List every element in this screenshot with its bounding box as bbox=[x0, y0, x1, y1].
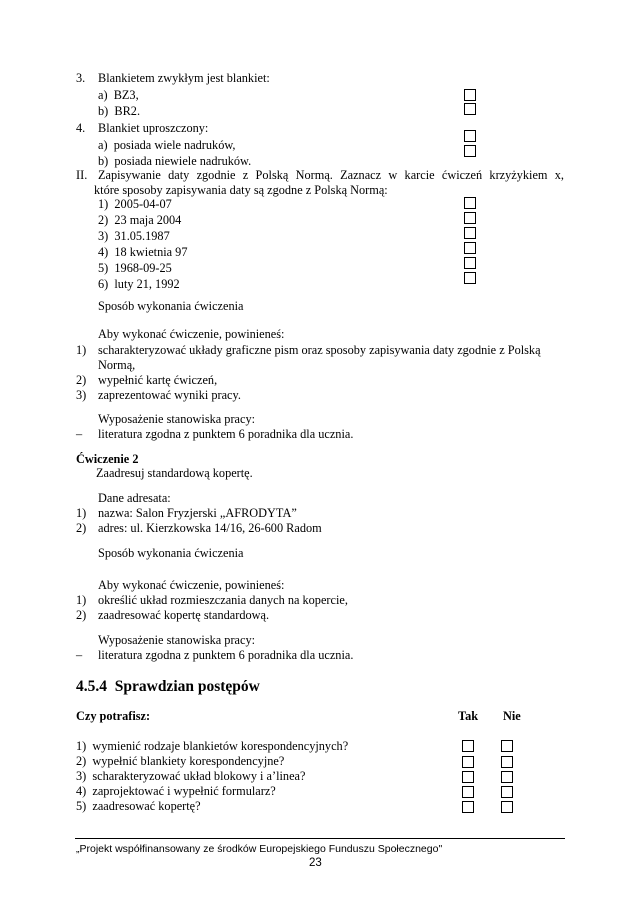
progress-no-label: Nie bbox=[503, 709, 521, 723]
q4-option-a: a) posiada wiele nadruków, bbox=[98, 138, 236, 152]
progress-item-1: 1) wymienić rodzaje blankietów korespondencyjnych? bbox=[76, 739, 349, 753]
progress-item-2: 2) wypełnić blankiety korespondencyjne? bbox=[76, 754, 285, 768]
section-ii-todo: Aby wykonać ćwiczenie, powinieneś: bbox=[98, 327, 285, 341]
exercise-2-equipment: Wyposażenie stanowiska pracy: bbox=[98, 633, 256, 647]
q4-number: 4. bbox=[76, 121, 86, 135]
section-ii-step2-number: 2) bbox=[76, 373, 87, 387]
section-ii-equipment-item: literatura zgodna z punktem 6 poradnika dla ucznia. bbox=[98, 427, 354, 441]
q4-text: Blankiet uproszczony: bbox=[98, 121, 209, 135]
exercise-2-todo: Aby wykonać ćwiczenie, powinieneś: bbox=[98, 578, 285, 592]
section-ii-step1-number: 1) bbox=[76, 343, 87, 357]
exercise-2-step1: określić układ rozmieszczania danych na kopercie, bbox=[98, 593, 348, 607]
date-checkbox-3[interactable] bbox=[464, 227, 476, 239]
q3-checkbox-a[interactable] bbox=[464, 89, 476, 101]
date-option-1: 1) 2005-04-07 bbox=[98, 197, 172, 211]
q3-text: Blankietem zwykłym jest blankiet: bbox=[98, 71, 270, 85]
progress-yes-checkbox-3[interactable] bbox=[462, 771, 474, 783]
exercise-2-equipment-dash: – bbox=[76, 648, 83, 662]
progress-check-heading: 4.5.4 Sprawdzian postępów bbox=[76, 678, 260, 695]
date-option-2: 2) 23 maja 2004 bbox=[98, 213, 182, 227]
q4-option-b: b) posiada niewiele nadruków. bbox=[98, 154, 252, 168]
q3-checkbox-b[interactable] bbox=[464, 103, 476, 115]
footer-divider bbox=[75, 838, 565, 839]
date-checkbox-6[interactable] bbox=[464, 272, 476, 284]
section-ii-line1: Zapisywanie daty zgodnie z Polską Normą. Zaznacz w karcie ćwiczeń krzyżykiem x, bbox=[98, 168, 564, 182]
exercise-2-step2-number: 2) bbox=[76, 608, 87, 622]
date-checkbox-2[interactable] bbox=[464, 212, 476, 224]
section-ii-equipment: Wyposażenie stanowiska pracy: bbox=[98, 412, 256, 426]
q3-number: 3. bbox=[76, 71, 86, 85]
date-option-4: 4) 18 kwietnia 97 bbox=[98, 245, 188, 259]
q4-checkbox-b[interactable] bbox=[464, 145, 476, 157]
progress-no-checkbox-4[interactable] bbox=[501, 786, 513, 798]
section-ii-method: Sposób wykonania ćwiczenia bbox=[98, 299, 244, 313]
section-ii-step1-line1: scharakteryzować układy graficzne pism oraz sposoby zapisywania daty zgodnie z Polską bbox=[98, 343, 541, 357]
date-checkbox-5[interactable] bbox=[464, 257, 476, 269]
date-option-5: 5) 1968-09-25 bbox=[98, 261, 172, 275]
section-ii-step3-number: 3) bbox=[76, 388, 87, 402]
progress-no-checkbox-5[interactable] bbox=[501, 801, 513, 813]
progress-yes-checkbox-4[interactable] bbox=[462, 786, 474, 798]
exercise-2-step1-number: 1) bbox=[76, 593, 87, 607]
exercise-2-address-heading: Dane adresata: bbox=[98, 491, 171, 505]
exercise-2-title: Ćwiczenie 2 bbox=[76, 452, 139, 466]
q3-option-a: a) BZ3, bbox=[98, 88, 139, 102]
footer-project-note: „Projekt współfinansowany ze środków Europejskiego Funduszu Społecznego" bbox=[76, 843, 443, 855]
exercise-2-method: Sposób wykonania ćwiczenia bbox=[98, 546, 244, 560]
date-option-3: 3) 31.05.1987 bbox=[98, 229, 170, 243]
exercise-2-task: Zaadresuj standardową kopertę. bbox=[96, 466, 253, 480]
progress-yes-checkbox-2[interactable] bbox=[462, 756, 474, 768]
q4-checkbox-a[interactable] bbox=[464, 130, 476, 142]
date-option-6: 6) luty 21, 1992 bbox=[98, 277, 180, 291]
page-number: 23 bbox=[309, 857, 322, 869]
progress-yes-checkbox-1[interactable] bbox=[462, 740, 474, 752]
exercise-2-address1-number: 1) bbox=[76, 506, 87, 520]
progress-yes-checkbox-5[interactable] bbox=[462, 801, 474, 813]
progress-no-checkbox-2[interactable] bbox=[501, 756, 513, 768]
exercise-2-address1: nazwa: Salon Fryzjerski „AFRODYTA” bbox=[98, 506, 297, 520]
section-ii-step1-line2: Normą, bbox=[98, 358, 136, 372]
q3-option-b: b) BR2. bbox=[98, 104, 141, 118]
exercise-2-address2: adres: ul. Kierzkowska 14/16, 26-600 Radom bbox=[98, 521, 322, 535]
exercise-2-step2: zaadresować kopertę standardową. bbox=[98, 608, 270, 622]
section-ii-step3: zaprezentować wyniki pracy. bbox=[98, 388, 241, 402]
section-ii-number: II. bbox=[76, 168, 88, 182]
exercise-2-equipment-item: literatura zgodna z punktem 6 poradnika dla ucznia. bbox=[98, 648, 354, 662]
progress-no-checkbox-3[interactable] bbox=[501, 771, 513, 783]
progress-item-5: 5) zaadresować kopertę? bbox=[76, 799, 201, 813]
date-checkbox-4[interactable] bbox=[464, 242, 476, 254]
progress-no-checkbox-1[interactable] bbox=[501, 740, 513, 752]
date-checkbox-1[interactable] bbox=[464, 197, 476, 209]
section-ii-equipment-dash: – bbox=[76, 427, 83, 441]
exercise-2-address2-number: 2) bbox=[76, 521, 87, 535]
progress-check-question: Czy potrafisz: bbox=[76, 709, 151, 723]
section-ii-step2: wypełnić kartę ćwiczeń, bbox=[98, 373, 218, 387]
progress-item-4: 4) zaprojektować i wypełnić formularz? bbox=[76, 784, 276, 798]
progress-item-3: 3) scharakteryzować układ blokowy i a’linea? bbox=[76, 769, 306, 783]
section-ii-line2: które sposoby zapisywania daty są zgodne z Polską Normą: bbox=[94, 183, 388, 197]
progress-yes-label: Tak bbox=[458, 709, 479, 723]
